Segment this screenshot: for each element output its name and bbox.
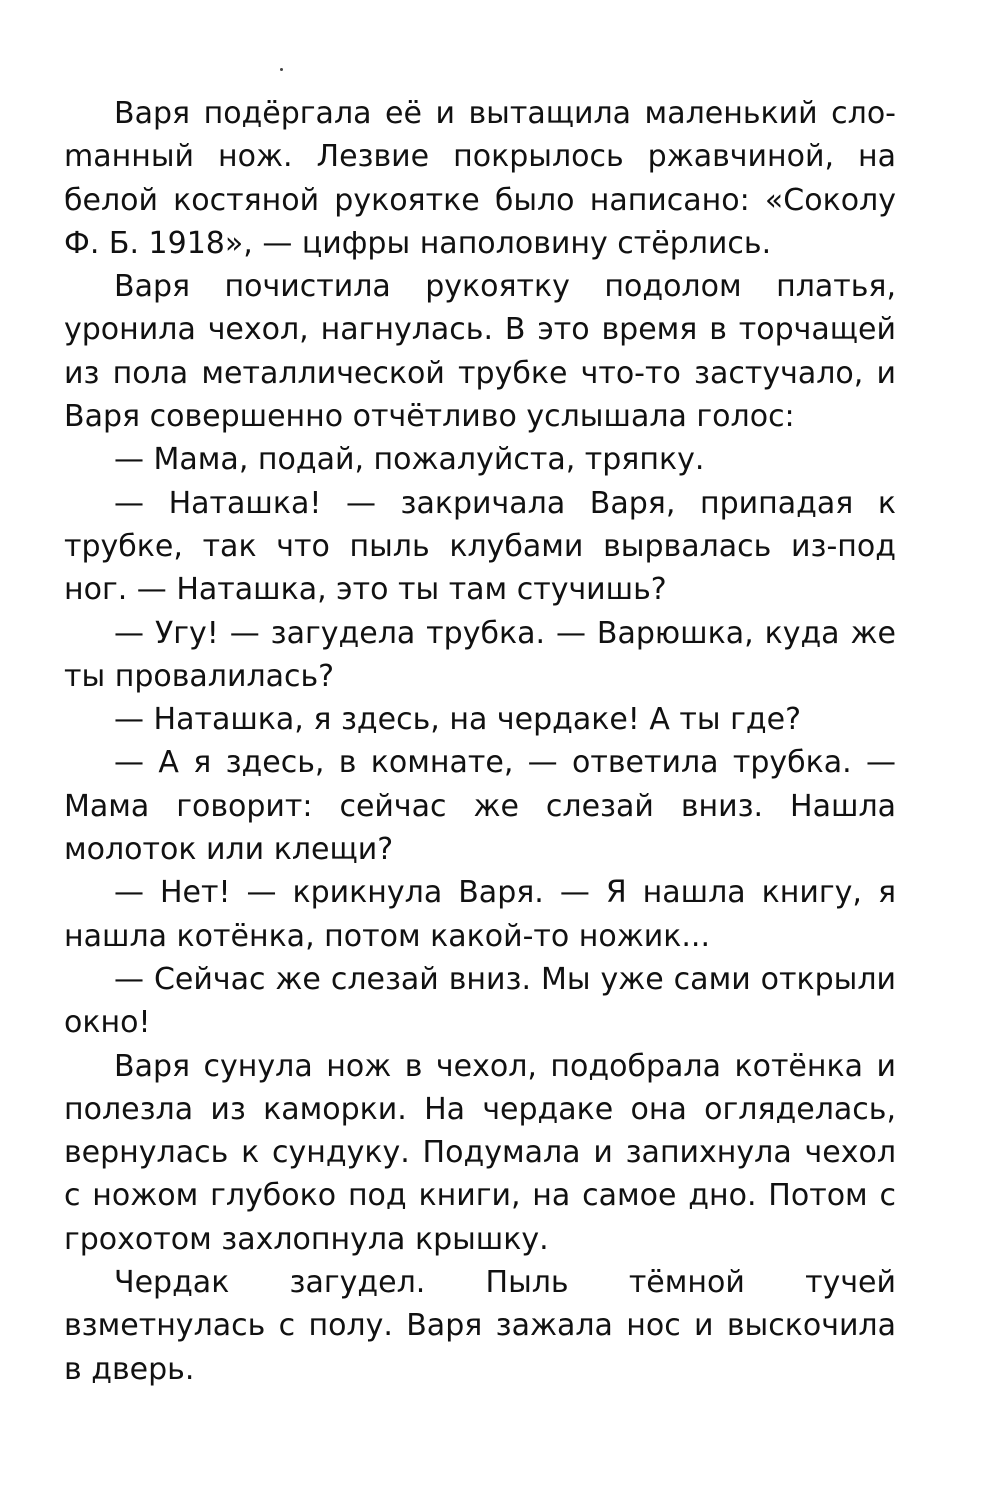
paragraph-11: Чердак загудел. Пыль тёмной тучей взметнулась с полу. Варя зажала нос и выскочила в дверь. xyxy=(64,1265,896,1387)
paragraph-7: — А я здесь, в комнате, — ответила трубка. — Мама говорит: сейчас же слезай вниз. Нашла молоток или клещи? xyxy=(64,745,896,868)
paragraph-9: — Сейчас же слезай вниз. Мы уже сами открыли окно! xyxy=(64,961,896,1041)
paragraph-2: Варя почистила рукоятку подолом платья, уронила чехол, нагнулась. В это время в торчащей из пола металлической трубке что-то застучало, и Варя совершенно отчётливо услышала голос: xyxy=(64,269,896,435)
book-page-text xyxy=(64,92,896,1391)
paragraph-8: — Нет! — крикнула Варя. — Я нашла книгу, я нашла котёнка, потом какой-то ножик... xyxy=(64,875,896,954)
paragraph-4: — Наташка! — закричала Варя, припадая к трубке, так что пыль клубами вырвалась из-под ног. — Наташка, это ты там стучишь? xyxy=(64,485,896,608)
paragraph-3: — Мама, подай, пожалуйста, тряпку. xyxy=(114,442,705,478)
paragraph-6: — Наташка, я здесь, на чердаке! А ты где? xyxy=(114,702,802,738)
paragraph-5: — Угу! — загудела трубка. — Варюшка, куда же ты провалилась? xyxy=(64,615,896,694)
paragraph-1: Варя подёргала её и вытащила маленький слоmанный нож. Лезвие покрылось ржавчиной, на белой костяной рукоятке было написано: «Соколу Ф. Б. 1918», — цифры наполовину стёрлись. xyxy=(64,96,896,261)
scan-speck xyxy=(280,68,283,71)
paragraph-10: Варя сунула нож в чехол, подобрала котёнка и полезла из каморки. На чердаке она огляделась, вернулась к сундуку. Подумала и запихнула чехол с ножом глубоко под книги, на самое дно. Потом с грохотом захлопнула крышку. xyxy=(64,1048,896,1257)
